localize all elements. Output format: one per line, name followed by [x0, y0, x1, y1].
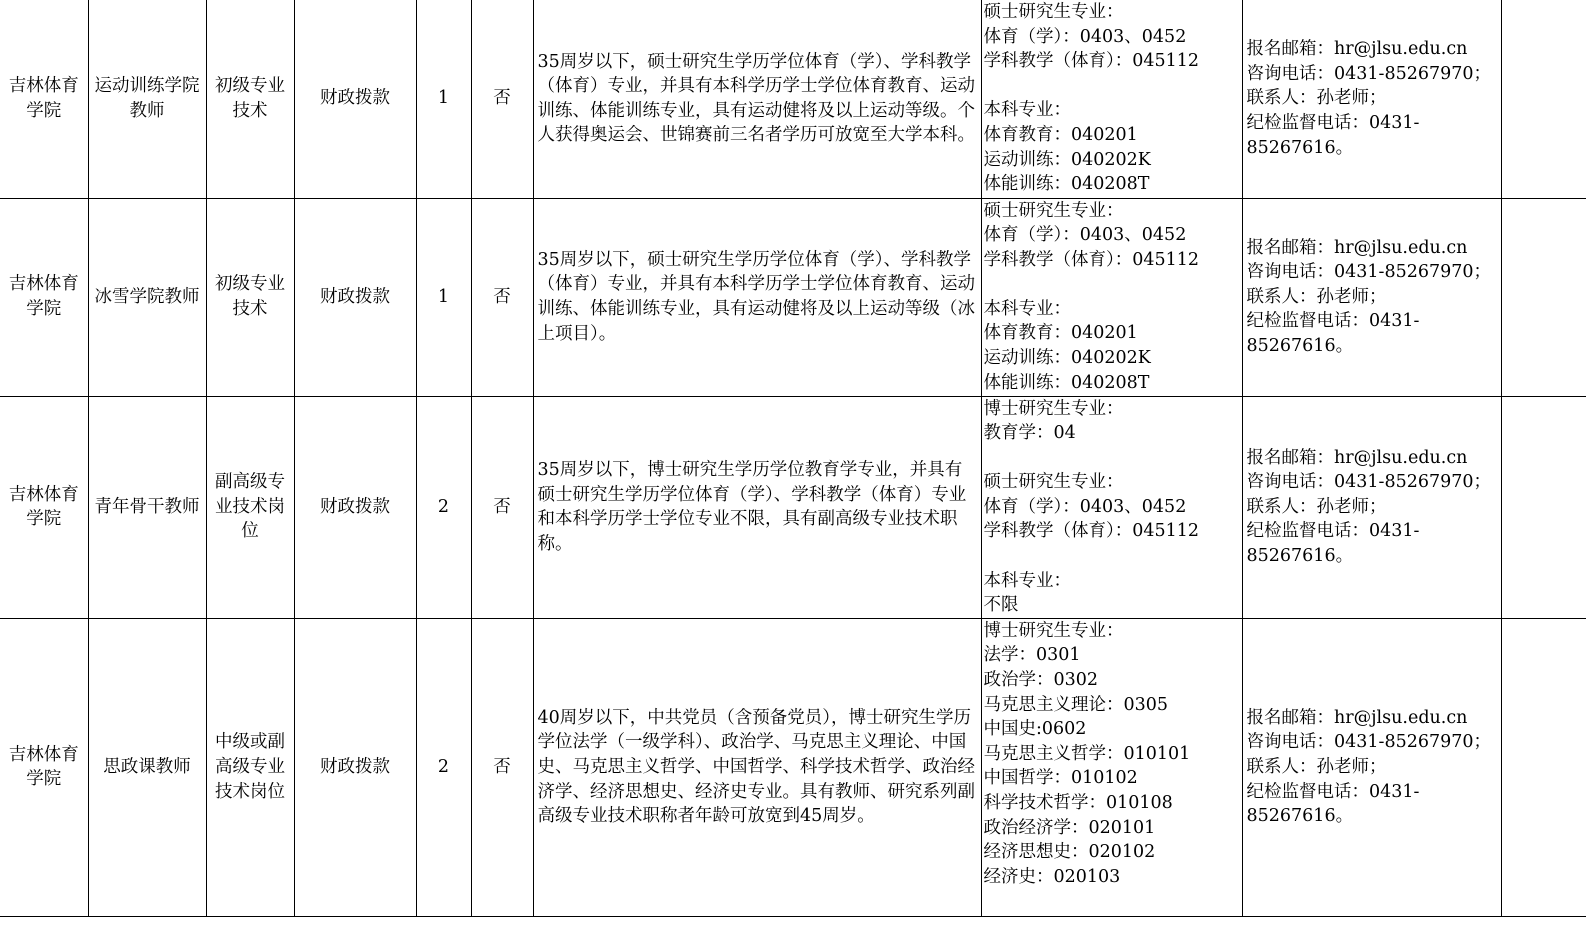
major-line: 运动训练：040202K	[983, 149, 1151, 170]
contact-cell	[1242, 618, 1501, 916]
contact-line: 咨询电话：0431-85267970；	[1246, 63, 1492, 84]
contact-line: 咨询电话：0431-85267970；	[1246, 472, 1492, 493]
empty-cell	[1501, 0, 1586, 198]
major-line: 博士研究生专业：	[983, 620, 1124, 641]
requirements-cell: 35周岁以下，硕士研究生学历学位体育（学）、学科教学（体育）专业，并具有本科学历学士学位体育教育、运动训练、体能训练专业，具有运动健将及以上运动等级（冰上项目）。	[533, 198, 981, 396]
count-cell: 2	[416, 396, 471, 618]
empty-cell	[1501, 198, 1586, 396]
contact-line: 纪检监督电话：0431-	[1246, 781, 1420, 802]
unit-cell: 吉林体育学院	[0, 198, 88, 396]
flag-cell: 否	[471, 396, 533, 618]
email-line[interactable]: 报名邮箱：hr@jlsu.edu.cn	[1246, 707, 1468, 728]
contact-line: 联系人：孙老师；	[1246, 496, 1387, 517]
major-line: 马克思主义哲学：010101	[983, 743, 1191, 764]
major-line	[984, 272, 1240, 297]
major-line	[984, 74, 1240, 99]
contact-line: 85267616。	[1246, 137, 1354, 158]
unit-cell: 吉林体育学院	[0, 618, 88, 916]
major-line: 马克思主义理论：0305	[983, 694, 1169, 715]
major-line: 硕士研究生专业：	[983, 2, 1124, 22]
major-line: 学科教学（体育）：045112	[983, 521, 1200, 542]
major-line: 博士研究生专业：	[983, 398, 1124, 419]
contact-line: 85267616。	[1246, 546, 1354, 567]
position-cell: 冰雪学院教师	[88, 198, 206, 396]
funding-cell: 财政拨款	[294, 618, 416, 916]
level-cell: 副高级专业技术岗位	[206, 396, 294, 618]
major-line: 中国史:0602	[983, 719, 1087, 740]
funding-cell: 财政拨款	[294, 198, 416, 396]
contact-line: 联系人：孙老师；	[1246, 286, 1387, 307]
contact-line: 咨询电话：0431-85267970；	[1246, 732, 1492, 753]
empty-cell	[1501, 618, 1586, 916]
contact-line: 联系人：孙老师；	[1246, 88, 1387, 109]
position-cell: 思政课教师	[88, 618, 206, 916]
major-line: 经济史：020103	[983, 866, 1121, 887]
count-cell: 2	[416, 618, 471, 916]
table-row	[0, 396, 1586, 618]
majors-cell	[981, 198, 1242, 396]
requirements-cell: 35周岁以下，博士研究生学历学位教育学专业，并具有硕士研究生学历学位体育（学）、学科教学（体育）专业和本科学历学士学位专业不限，具有副高级专业技术职称。	[533, 396, 981, 618]
major-line: 本科专业：	[983, 298, 1071, 319]
major-line: 中国哲学：010102	[983, 768, 1138, 789]
table-row	[0, 618, 1586, 916]
contact-line: 纪检监督电话：0431-	[1246, 113, 1420, 134]
flag-cell: 否	[471, 618, 533, 916]
level-cell: 初级专业技术	[206, 198, 294, 396]
major-line: 体育教育：040201	[983, 124, 1138, 145]
majors-cell	[981, 618, 1242, 916]
major-line	[984, 544, 1240, 569]
position-cell: 青年骨干教师	[88, 396, 206, 618]
contact-cell	[1242, 198, 1501, 396]
table-row	[0, 0, 1586, 198]
email-line[interactable]: 报名邮箱：hr@jlsu.edu.cn	[1246, 447, 1468, 468]
major-line: 科学技术哲学：010108	[983, 793, 1173, 813]
email-line[interactable]: 报名邮箱：hr@jlsu.edu.cn	[1246, 237, 1468, 258]
contact-line: 纪检监督电话：0431-	[1246, 311, 1420, 332]
level-cell: 中级或副高级专业技术岗位	[206, 618, 294, 916]
major-line: 学科教学（体育）：045112	[983, 249, 1200, 270]
funding-cell: 财政拨款	[294, 396, 416, 618]
email-line[interactable]: 报名邮箱：hr@jlsu.edu.cn	[1246, 39, 1468, 60]
contact-cell	[1242, 0, 1501, 198]
unit-cell: 吉林体育学院	[0, 396, 88, 618]
contact-line: 85267616。	[1246, 335, 1354, 356]
major-line: 不限	[983, 595, 1019, 616]
contact-line: 纪检监督电话：0431-	[1246, 521, 1420, 542]
flag-cell: 否	[471, 198, 533, 396]
requirements-cell: 35周岁以下，硕士研究生学历学位体育（学）、学科教学（体育）专业，并具有本科学历学士学位体育教育、运动训练、体能训练专业，具有运动健将及以上运动等级。个人获得奥运会、世锦赛前三名者学历可放宽至大学本科。	[533, 0, 981, 198]
major-line	[984, 446, 1240, 471]
contact-line: 咨询电话：0431-85267970；	[1246, 262, 1492, 283]
count-cell: 1	[416, 198, 471, 396]
major-line: 政治经济学：020101	[983, 817, 1156, 838]
count-cell: 1	[416, 0, 471, 198]
requirements-cell: 40周岁以下，中共党员（含预备党员），博士研究生学历学位法学（一级学科）、政治学、马克思主义理论、中国史、马克思主义哲学、中国哲学、科学技术哲学、政治经济学、经济思想史、经济史专业。具有教师、研究系列副高级专业技术职称者年龄可放宽到45周岁。	[533, 618, 981, 916]
major-line: 硕士研究生专业：	[983, 200, 1124, 221]
major-line: 运动训练：040202K	[983, 348, 1151, 369]
major-line: 体能训练：040208T	[983, 174, 1150, 195]
position-cell: 运动训练学院教师	[88, 0, 206, 198]
major-line: 硕士研究生专业：	[983, 472, 1124, 493]
unit-cell: 吉林体育学院	[0, 0, 88, 198]
major-line: 经济思想史：020102	[983, 842, 1156, 863]
major-line: 政治学：0302	[983, 670, 1099, 691]
contact-line: 85267616。	[1246, 806, 1354, 827]
flag-cell: 否	[471, 0, 533, 198]
table-row	[0, 198, 1586, 396]
major-line: 体育（学）：0403、0452	[983, 225, 1187, 246]
major-line: 体育（学）：0403、0452	[983, 26, 1187, 47]
funding-cell: 财政拨款	[294, 0, 416, 198]
major-line: 法学：0301	[983, 645, 1081, 666]
major-line: 学科教学（体育）：045112	[983, 51, 1200, 72]
major-line: 体育（学）：0403、0452	[983, 496, 1187, 517]
level-cell: 初级专业技术	[206, 0, 294, 198]
major-line: 体能训练：040208T	[983, 372, 1150, 393]
major-line: 体育教育：040201	[983, 323, 1138, 344]
major-line: 教育学：04	[983, 423, 1076, 444]
majors-cell	[981, 0, 1242, 198]
contact-line: 联系人：孙老师；	[1246, 757, 1387, 778]
contact-cell	[1242, 396, 1501, 618]
major-line: 本科专业：	[983, 100, 1071, 121]
major-line: 本科专业：	[983, 570, 1071, 591]
majors-cell	[981, 396, 1242, 618]
empty-cell	[1501, 396, 1586, 618]
